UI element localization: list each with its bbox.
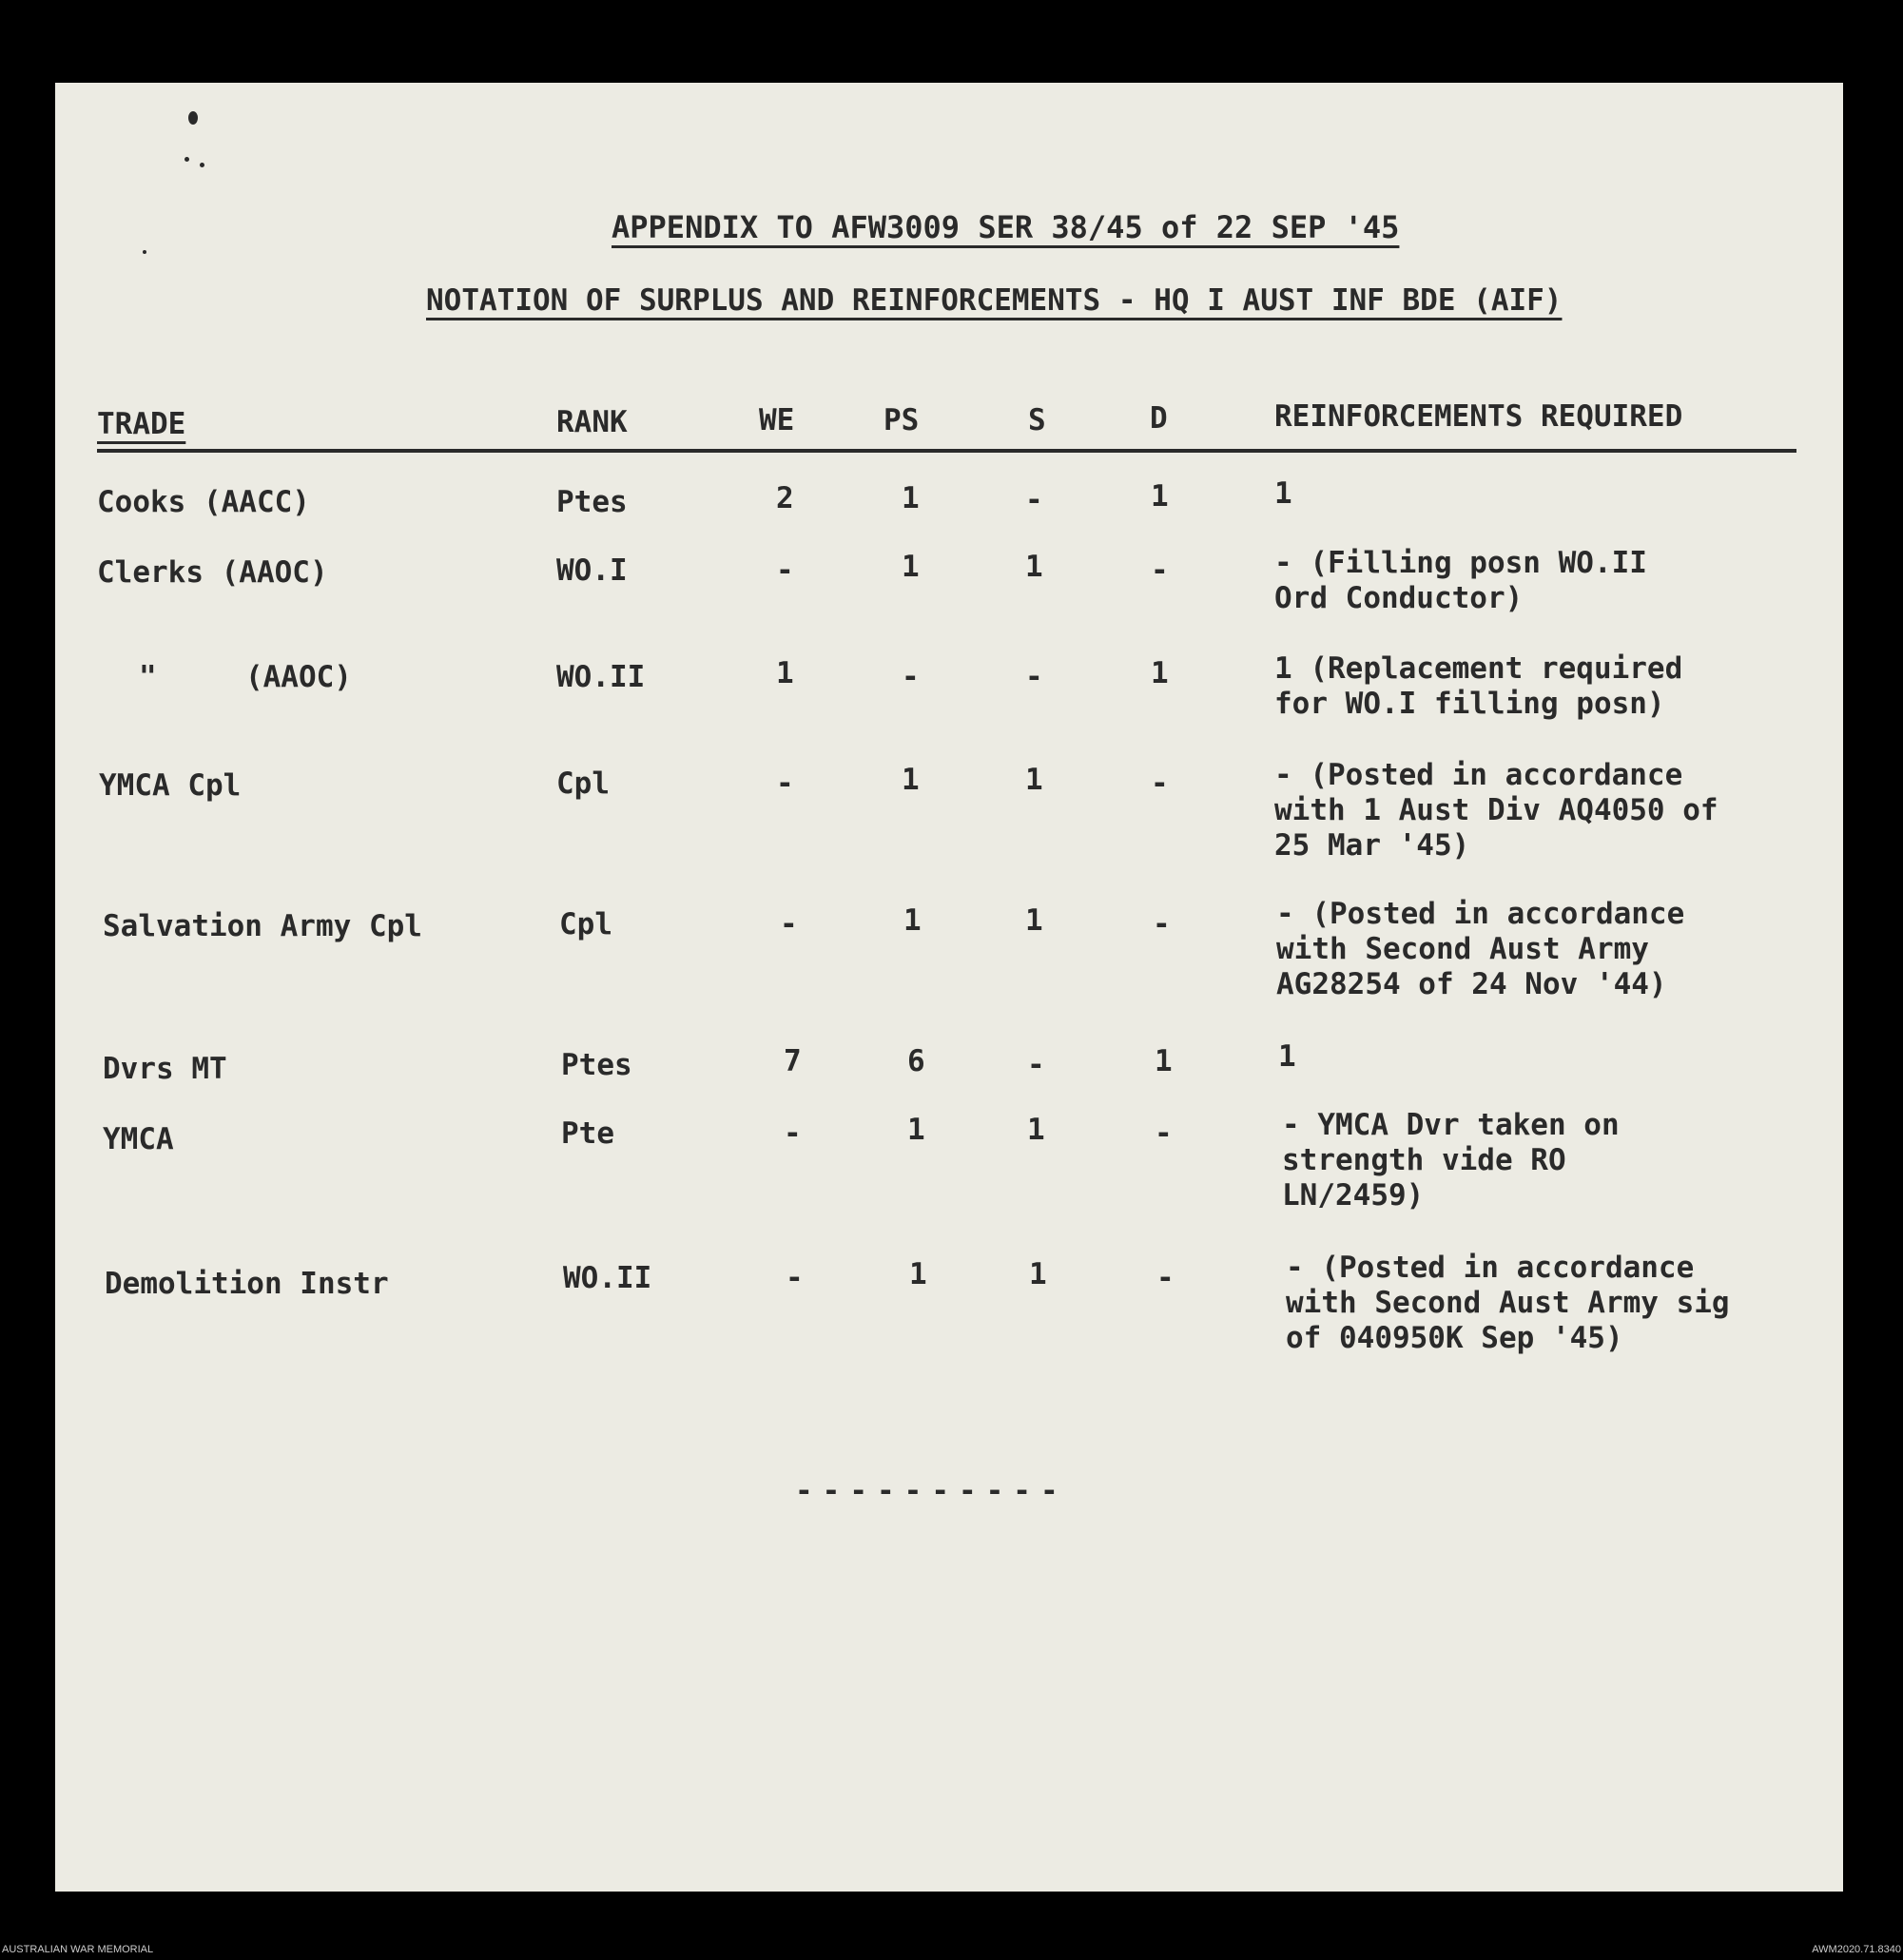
table-row-3-reinf: 1 (Replacement required for WO.I filling posn) (1274, 651, 1683, 721)
end-of-table-marker: ---------- (795, 1474, 1068, 1508)
document-body (55, 83, 1843, 1892)
header-rule (97, 449, 1796, 453)
table-row-8-trade: Demolition Instr (105, 1267, 389, 1301)
punch-mark (143, 250, 146, 254)
header-we: WE (759, 403, 795, 437)
table-row-5-we: - (780, 907, 798, 941)
table-row-4-d: - (1151, 767, 1169, 801)
header-rank: RANK (556, 405, 628, 439)
table-row-4-s: 1 (1025, 763, 1043, 797)
punch-mark (188, 111, 198, 125)
table-row-6-d: 1 (1155, 1044, 1173, 1078)
table-row-5-rank: Cpl (559, 907, 612, 941)
table-row-6-rank: Ptes (561, 1048, 632, 1082)
table-row-7-trade: YMCA (103, 1122, 174, 1156)
table-row-7-ps: 1 (907, 1113, 925, 1147)
document-title: APPENDIX TO AFW3009 SER 38/45 of 22 SEP '45 (612, 209, 1400, 245)
table-row-2-ps: 1 (902, 550, 920, 584)
table-row-4-we: - (776, 767, 794, 801)
table-row-1-ps: 1 (902, 481, 920, 515)
punch-mark (200, 163, 204, 167)
table-row-2-s: 1 (1025, 550, 1043, 584)
table-row-4-reinf: - (Posted in accordance with 1 Aust Div AQ4050 of 25 Mar '45) (1274, 758, 1719, 863)
table-row-1-s: - (1025, 483, 1043, 517)
header-s: S (1028, 403, 1046, 437)
table-row-2-we: - (776, 553, 794, 588)
table-row-2-rank: WO.I (556, 553, 628, 588)
header-trade: TRADE (97, 407, 186, 441)
table-row-4-trade: YMCA Cpl (99, 768, 242, 803)
table-row-3-s: - (1025, 660, 1043, 694)
table-row-7-we: - (784, 1116, 802, 1151)
table-row-2-reinf: - (Filling posn WO.II Ord Conductor) (1274, 546, 1647, 615)
table-row-3-trade: " (AAOC) (139, 660, 352, 694)
table-row-1-trade: Cooks (AACC) (97, 485, 310, 519)
table-row-8-ps: 1 (909, 1257, 927, 1291)
table-row-3-we: 1 (776, 656, 794, 690)
table-row-5-reinf: - (Posted in accordance with Second Aust Army AG28254 of 24 Nov '44) (1276, 897, 1685, 1001)
table-row-7-rank: Pte (561, 1116, 614, 1151)
table-row-8-reinf: - (Posted in accordance with Second Aust Army sig of 040950K Sep '45) (1286, 1251, 1730, 1355)
table-row-3-ps: - (902, 660, 920, 694)
table-row-6-s: - (1027, 1048, 1045, 1082)
table-row-7-reinf: - YMCA Dvr taken on strength vide RO LN/2459) (1282, 1108, 1620, 1213)
table-row-1-rank: Ptes (556, 485, 628, 519)
table-row-8-d: - (1156, 1261, 1175, 1295)
table-row-4-rank: Cpl (556, 767, 610, 801)
table-row-7-s: 1 (1027, 1113, 1045, 1147)
footer-left: AUSTRALIAN WAR MEMORIAL (2, 1944, 154, 1955)
table-row-3-rank: WO.II (556, 660, 646, 694)
table-row-2-d: - (1151, 553, 1169, 588)
table-row-5-s: 1 (1025, 903, 1043, 938)
table-row-6-we: 7 (784, 1044, 802, 1078)
table-row-5-d: - (1153, 907, 1171, 941)
table-row-8-rank: WO.II (563, 1261, 652, 1295)
footer-right: AWM2020.71.8340 (1812, 1944, 1901, 1955)
table-row-1-d: 1 (1151, 479, 1169, 514)
table-row-6-ps: 6 (907, 1044, 925, 1078)
header-ps: PS (884, 403, 920, 437)
table-row-4-ps: 1 (902, 763, 920, 797)
header-d: D (1150, 401, 1168, 436)
table-row-7-d: - (1155, 1116, 1173, 1151)
table-row-3-d: 1 (1151, 656, 1169, 690)
table-row-2-trade: Clerks (AAOC) (97, 555, 328, 590)
table-row-8-s: 1 (1029, 1257, 1047, 1291)
document-subtitle: NOTATION OF SURPLUS AND REINFORCEMENTS - HQ I AUST INF BDE (AIF) (426, 283, 1563, 318)
table-row-1-we: 2 (776, 481, 794, 515)
table-row-5-ps: 1 (903, 903, 922, 938)
punch-mark (184, 157, 189, 162)
table-row-5-trade: Salvation Army Cpl (103, 909, 422, 943)
document-page (55, 83, 1843, 1892)
header-reinforcements: REINFORCEMENTS REQUIRED (1274, 399, 1683, 434)
table-row-1-reinf: 1 (1274, 476, 1292, 511)
table-row-6-trade: Dvrs MT (103, 1052, 227, 1086)
table-row-8-we: - (786, 1261, 804, 1295)
table-row-6-reinf: 1 (1278, 1039, 1296, 1074)
